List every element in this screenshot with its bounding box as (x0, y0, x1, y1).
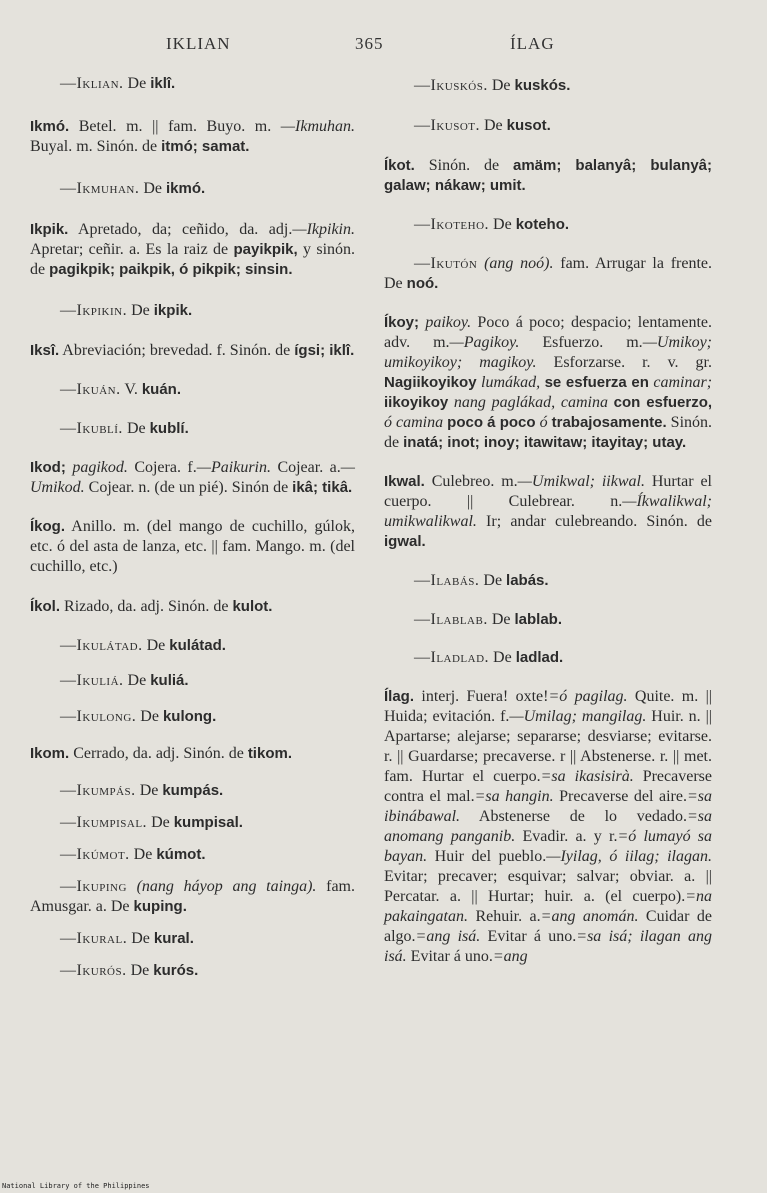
entry-ikumpisal: —Ikumpisal. De kumpisal. (60, 814, 243, 831)
entry-ikpik: Ikpik. Apretado, da; ceñido, da. adj.—Ikpikin. Apretar; ceñir. a. Es la raiz de payikpik, y sinón. de pagikpik; paikpik, ó pikpik; sinsin. (30, 221, 356, 278)
entry-ilablab: —Ilablab. De lablab. (414, 611, 562, 628)
entry-ilabas: —Ilabás. De labás. (414, 572, 549, 589)
entry-ikoy: Íkoy; paikoy. Poco á poco; despacio; lentamente. adv. m.—Pagikoy. Esfuerzo. m.—Umikoy; umikoyikoy; magikoy. Esforzarse. r. v. gr. Nagiikoyikoy lumákad, se esfuerza en caminar; iikoyikoy nang paglákad, camina con esfuerzo, ó camina poco á poco ó trabajosamente. Sinón. de inatá; inot; inoy; itawitaw; itayitay; utay. (384, 314, 713, 451)
entry-ikoteho: —Ikoteho. De koteho. (414, 216, 570, 233)
entry-ikot: Íkot. Sinón. de amäm; balanyâ; bulanyâ; galaw; nákaw; umit. (384, 157, 712, 194)
header-left-guide-word: IKLIAN (166, 34, 231, 53)
left-column (30, 70, 355, 981)
entry-ikuton: —Ikutón (ang noó). fam. Arrugar la frente. De noó. (384, 255, 713, 292)
entry-iksi: Iksî. Abreviación; brevedad. f. Sinón. de ígsi; iklî. (30, 342, 355, 359)
entry-ikmo: Ikmó. Betel. m. || fam. Buyo. m. —Ikmuhan. Buyal. m. Sinón. de itmó; samat. (30, 118, 355, 155)
header-right-guide-word: ÍLAG (510, 34, 555, 53)
entry-ikol: Íkol. Rizado, da. adj. Sinón. de kulot. (30, 598, 273, 615)
entry-ikwal: Ikwal. Culebreo. m.—Umikwal; iikwal. Hurtar el cuerpo. || Culebrear. n.—Íkwalikwal; umikwalikwal. Ir; andar culebreando. Sinón. de igwal. (384, 473, 712, 550)
page-number: 365 (355, 34, 384, 53)
entry-ikmuhan: —Ikmuhan. De ikmó. (60, 180, 206, 197)
entry-ikuros: —Ikurós. De kurós. (60, 962, 199, 979)
entry-ikom: Ikom. Cerrado, da. adj. Sinón. de tikom. (30, 745, 292, 762)
library-footer: National Library of the Philippines (2, 1182, 150, 1190)
entry-ikod: Ikod; pagikod. Cojera. f.—Paikurin. Cojear. a.—Umikod. Cojear. n. (de un pié). Sinón de ikâ; tikâ. (30, 459, 356, 496)
entry-ikuskos: —Ikuskós. De kuskós. (414, 77, 571, 94)
entry-ikog: Íkog. Anillo. m. (del mango de cuchillo, gúlok, etc. ó del asta de lanza, etc. || fam. Mango. m. (del cuchillo, etc.) (30, 518, 355, 575)
entry-iladlad: —Iladlad. De ladlad. (414, 649, 564, 666)
entry-ikpikin: —Ikpikin. De ikpik. (60, 302, 193, 319)
entry-ikulia: —Ikuliá. De kuliá. (60, 672, 189, 689)
entry-ikulong: —Ikulong. De kulong. (60, 708, 217, 725)
entry-ikubli: —Ikublí. De kublí. (60, 420, 189, 437)
entry-ikuan: —Ikuán. V. kuán. (60, 381, 181, 398)
right-column (384, 70, 712, 967)
entry-ikumot: —Ikúmot. De kúmot. (60, 846, 206, 863)
entry-ikumpas: —Ikumpás. De kumpás. (60, 782, 224, 799)
entry-ilag: Ílag. interj. Fuera! oxte!=ó pagilag. Quite. m. || Huida; evitación. f.—Umilag; mangilag. Huir. n. || Apartarse; alejarse; separarse; desviarse; evitarse. r. || Guardarse; precaverse. r || Abstenerse. r. || met. fam. Hurtar el cuerpo.=sa ikasisirà. Precaverse contra el mal.=sa hangin. Precaverse del aire.=sa ibinábawal. Abstenerse de lo vedado.=sa anomang panganib. Evadir. a. y r.=ó lumayó sa bayan. Huir del pueblo.—Iyilag, ó iilag; ilagan. Evitar; precaver; esquivar; salvar; obviar. a. || Percatar. a. || Hurtar; huir. a. (el cuerpo).=na pakaingatan. Rehuir. a.=ang anomán. Cuidar de algo.=ang isá. Evitar á uno.=sa isá; ilagan ang isá. Evitar á uno.=ang (384, 688, 713, 965)
entry-ikuping: —Ikuping (nang háyop ang tainga). fam. Amusgar. a. De kuping. (30, 878, 355, 915)
entry-ikulatad: —Ikulátad. De kulátad. (60, 637, 226, 654)
entry-ikural: —Ikural. De kural. (60, 930, 194, 947)
entry-iklian: —Iklian. De iklî. (60, 75, 176, 92)
entry-ikusot: —Ikusot. De kusot. (414, 117, 551, 134)
